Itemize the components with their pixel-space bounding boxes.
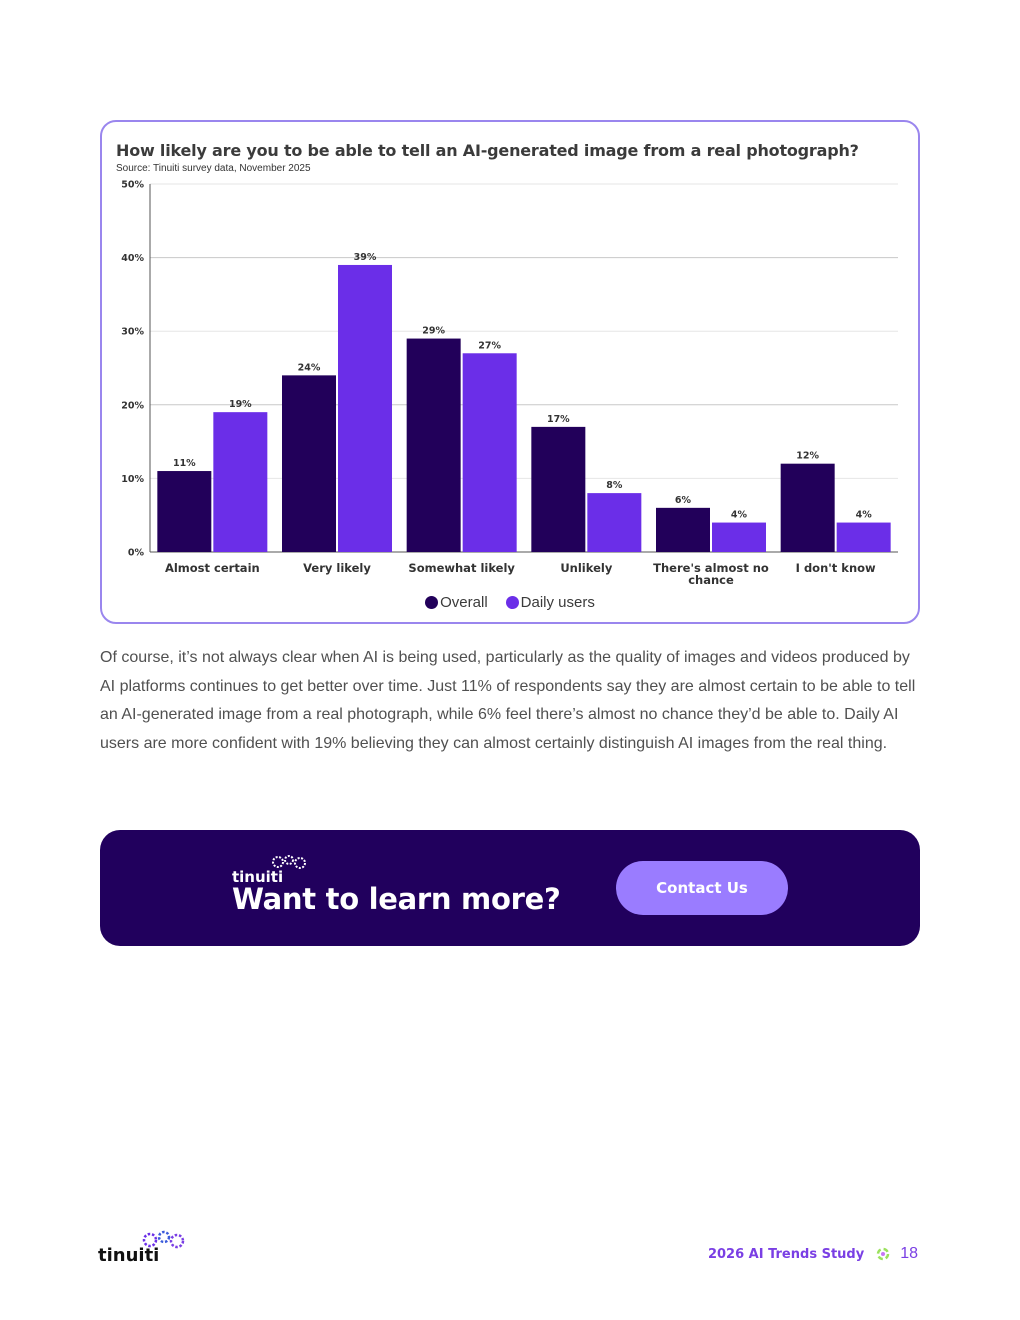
bar-value-label: 29% [422,325,446,337]
bar-daily-users [712,523,766,552]
y-tick-label: 10% [121,473,144,485]
contact-us-button[interactable]: Contact Us [616,861,788,915]
x-category-label: I don't know [795,561,876,575]
bar-overall [282,375,336,552]
bar-value-label: 24% [297,362,321,374]
footer-tinuiti-logo [98,1228,190,1264]
bar-value-label: 19% [228,399,252,411]
bar-value-label: 12% [796,450,820,462]
bar-daily-users [837,523,891,552]
bar-value-label: 6% [674,494,692,506]
chart-source: Source: Tinuiti survey data, November 2025 [116,163,311,174]
cta-heading: Want to learn more? [232,882,561,916]
y-tick-label: 50% [121,179,144,191]
x-category-label: Almost certain [164,561,260,575]
legend-item-daily-users [506,594,595,611]
y-tick-label: 0% [127,547,144,559]
bar-chart [102,122,918,592]
page-number: 18 [900,1245,918,1262]
bar-value-label: 39% [353,251,377,263]
bar-overall [781,464,835,552]
bar-daily-users [587,493,641,552]
bar-overall [656,508,710,552]
legend-swatch-daily-users [506,596,519,609]
cta-banner [100,830,920,946]
footer-info [708,1245,918,1263]
chart-title: How likely are you to be able to tell an AI-generated image from a real photograph? [116,141,859,160]
x-category-label: Unlikely [560,561,613,575]
legend-label-daily-users: Daily users [520,594,595,611]
x-category-label: Very likely [303,561,371,575]
y-tick-label: 20% [121,400,144,412]
bar-overall [157,471,211,552]
x-category-label: There's almost no chance [653,561,769,587]
bar-overall [407,339,461,552]
legend-label-overall: Overall [440,594,488,611]
footer-study-title: 2026 AI Trends Study [707,1246,865,1262]
footer-logo-text: tinuiti [98,1245,160,1264]
ai-sparkle-icon [876,1247,890,1261]
bar-value-label: 8% [606,480,623,492]
bar-value-label: 4% [730,509,748,521]
chart-legend [102,594,918,611]
y-tick-label: 40% [121,253,144,265]
bar-daily-users [338,265,392,552]
y-tick-label: 30% [121,326,144,338]
bar-daily-users [463,353,517,552]
bar-overall [531,427,585,552]
bar-value-label: 27% [478,340,502,352]
bar-daily-users [213,412,267,552]
body-paragraph: Of course, it’s not always clear when AI is being used, particularly as the quality of images and videos produced by AI platforms continues to get better over time. Just 11% of respondents say they are almost certain to be able to tell an AI-generated image from a real photograph, while 6% feel there’s almost no chance they’d be able to. Daily AI users are more confident with 19% believing they can almost certainly distinguish AI images from the real thing. [100,649,916,752]
tinuiti-logo [232,854,312,884]
legend-swatch-overall [425,596,438,609]
bar-value-label: 11% [172,458,196,470]
bar-value-label: 4% [855,509,872,521]
legend-item-overall [425,594,488,611]
bar-value-label: 17% [546,413,570,425]
chart-card [100,120,920,624]
x-category-label: Somewhat likely [408,561,515,575]
cta-logo-text: tinuiti [232,868,284,884]
